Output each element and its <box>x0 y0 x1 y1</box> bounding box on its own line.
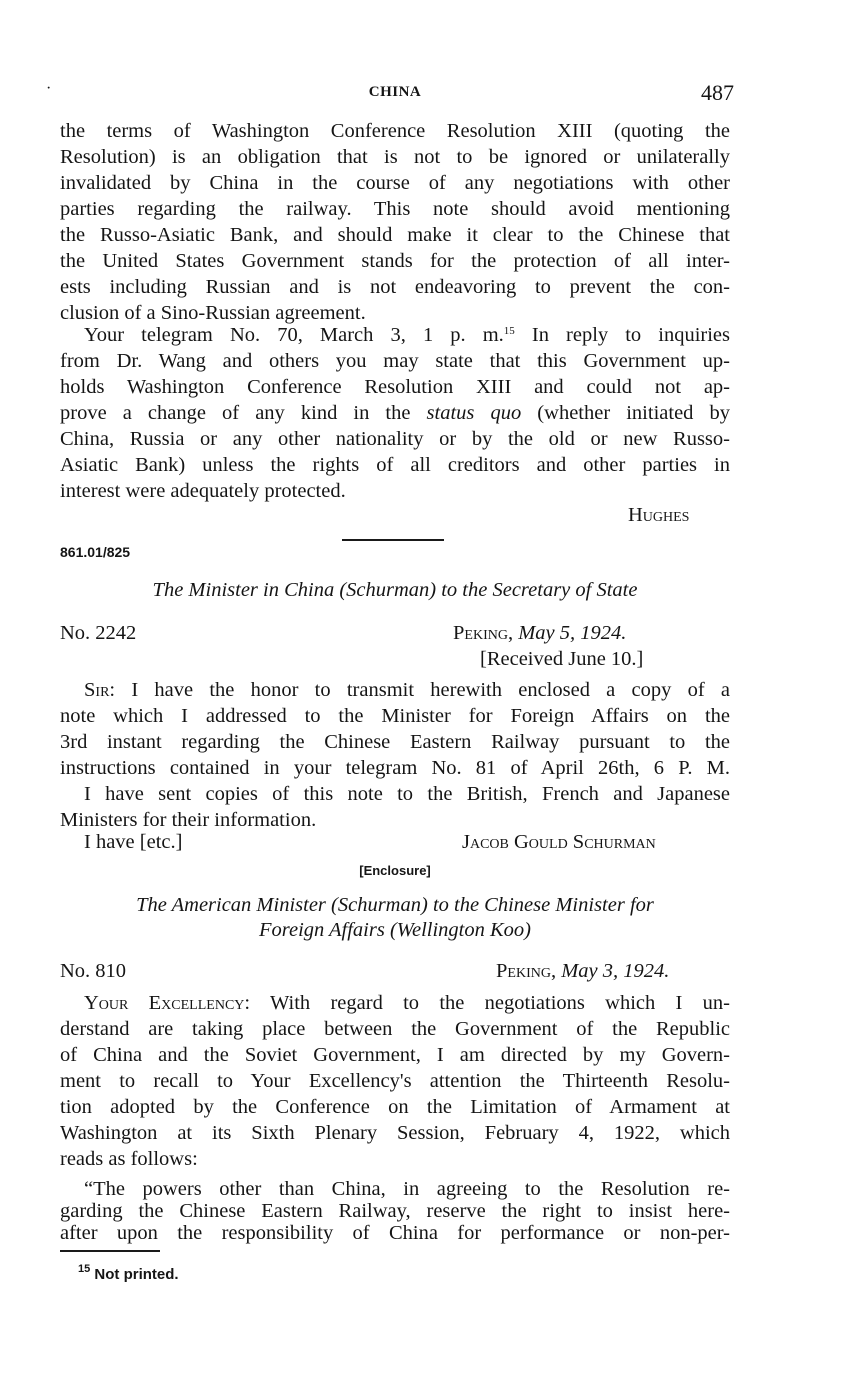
footnote-rule <box>60 1250 160 1252</box>
enclosure-heading-line-1: The American Minister (Schurman) to the Chinese Minister for <box>136 894 654 916</box>
note-body <box>60 990 730 1172</box>
text-line: Sir: I have the honor to transmit herewith enclosed a copy of a <box>84 679 730 701</box>
enclosure-heading-line-2: Foreign Affairs (Wellington Koo) <box>258 919 531 941</box>
dateline: Peking, May 5, 1924. <box>453 622 627 644</box>
text-line: instructions contained in your telegram No. 81 of April 26th, 6 P. M. <box>60 757 730 779</box>
text-line: clusion of a Sino-Russian agreement. <box>60 302 366 324</box>
text-line: derstand are taking place between the Government of the Republic <box>60 1018 730 1040</box>
text-line: the terms of Washington Conference Resolution XIII (quoting the <box>60 120 730 142</box>
text-line: ests including Russian and is not endeavoring to prevent the con- <box>60 276 730 298</box>
text-line: “The powers other than China, in agreeing to the Resolution re- <box>84 1178 730 1200</box>
text-line: Asiatic Bank) unless the rights of all creditors and other parties in <box>60 454 730 476</box>
paragraph-1 <box>60 118 730 326</box>
paragraph-2 <box>60 322 730 504</box>
text-line: after upon the responsibility of China for performance or non-per- <box>60 1222 730 1244</box>
text-line: Washington at its Sixth Plenary Session, February 4, 1922, which <box>60 1122 730 1144</box>
footnote-ref: 15 <box>503 325 515 337</box>
signature-hughes: Hughes <box>628 504 690 526</box>
quoted-resolution <box>60 1178 730 1244</box>
text-line: invalidated by China in the course of any negotiations with other <box>60 172 730 194</box>
text-line: Ministers for their information. <box>60 809 317 831</box>
running-header: CHINA <box>368 84 422 100</box>
text-line: the United States Government stands for the protection of all inter- <box>60 250 730 272</box>
enclosure-label: [Enclosure] <box>359 863 431 878</box>
text-line: I have sent copies of this note to the British, French and Japanese <box>84 783 730 805</box>
text-line: Your Excellency: With regard to the negotiations which I un- <box>84 992 730 1014</box>
text-line: reads as follows: <box>60 1148 198 1170</box>
text-line: tion adopted by the Conference on the Limitation of Armament at <box>60 1096 730 1118</box>
file-number: 861.01/825 <box>60 544 131 560</box>
section-divider <box>342 539 444 541</box>
text-line: parties regarding the railway. This note should avoid mentioning <box>60 198 730 220</box>
text-line: China, Russia or any other nationality or by the old or new Russo- <box>60 428 730 450</box>
text-line: from Dr. Wang and others you may state that this Government up- <box>60 350 730 372</box>
text-line: 3rd instant regarding the Chinese Eastern Railway pursuant to the <box>60 731 730 753</box>
closing: I have [etc.] <box>84 831 183 853</box>
text-line: Your telegram No. 70, March 3, 1 p. m.$^{15}$ In reply to inquiries <box>84 324 730 346</box>
text-line: Resolution) is an obligation that is not to be ignored or unilaterally <box>60 146 730 168</box>
stray-dot: · <box>46 80 52 97</box>
document-heading: The Minister in China (Schurman) to the Secretary of State <box>152 579 638 601</box>
text-line: ment to recall to Your Excellency's attention the Thirteenth Resolu- <box>60 1070 730 1092</box>
page-number: 487 <box>701 80 734 105</box>
despatch-number: No. 2242 <box>60 622 137 644</box>
received-date: [Received June 10.] <box>480 648 644 670</box>
text-line: holds Washington Conference Resolution XIII and could not ap- <box>60 376 730 398</box>
text-line: the Russo-Asiatic Bank, and should make it clear to the Chinese that <box>60 224 730 246</box>
text-line: of China and the Soviet Government, I am directed by my Govern- <box>60 1044 730 1066</box>
despatch-body <box>60 677 730 833</box>
note-number: No. 810 <box>60 960 127 982</box>
text-line: garding the Chinese Eastern Railway, reserve the right to insist here- <box>60 1200 730 1222</box>
footnote: $^{15}$ Not printed. <box>78 1263 179 1283</box>
text-line: note which I addressed to the Minister for Foreign Affairs on the <box>60 705 730 727</box>
text-line: prove a change of any kind in the status quo (whether initiated by <box>60 402 730 424</box>
note-dateline: Peking, May 3, 1924. <box>496 960 670 982</box>
signature-schurman: Jacob Gould Schurman <box>462 831 656 853</box>
text-line: interest were adequately protected. <box>60 480 346 502</box>
